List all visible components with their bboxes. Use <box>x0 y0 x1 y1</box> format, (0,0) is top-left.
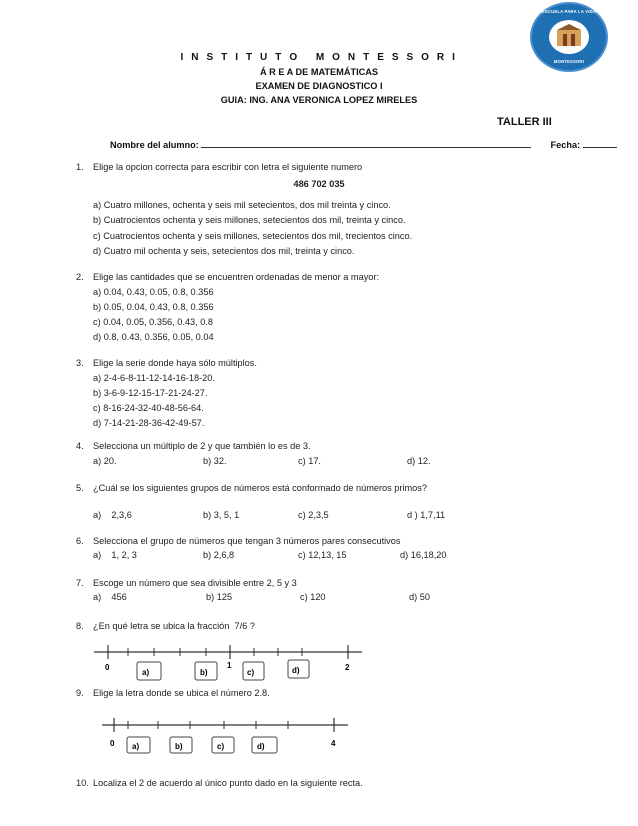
option-c[interactable]: c) 17. <box>298 456 321 466</box>
question-10 <box>76 778 363 788</box>
option-c[interactable]: c) 0.04, 0.05, 0.356, 0.43, 0.8 <box>93 317 214 327</box>
option-c[interactable]: c) 12,13, 15 <box>298 550 347 560</box>
question-number: 8. <box>76 621 84 631</box>
option-b[interactable]: b) 2,6,8 <box>203 550 235 560</box>
question-text: Localiza el 2 de acuerdo al único punto dado en la siguiente recta. <box>93 778 363 788</box>
question-4 <box>76 441 311 451</box>
option-d[interactable]: d) 0.8, 0.43, 0.356, 0.05, 0.04 <box>93 332 214 342</box>
question-7 <box>76 578 297 588</box>
option-a[interactable]: a) 456 <box>93 592 127 602</box>
option-b[interactable]: b) 3-6-9-12-15-17-21-24-27. <box>93 388 208 398</box>
option-b[interactable]: b) Cuatrocientos ochenta y seis millones, setecientos dos mil, treinta y cinco. <box>93 215 406 225</box>
question-3 <box>76 358 257 368</box>
box-label-b: b) <box>175 742 183 751</box>
question-text: Elige la opcion correcta para escribir con letra el siguiente numero <box>93 162 363 172</box>
option-b[interactable]: b) 0.05, 0.04, 0.43, 0.8, 0.356 <box>93 302 214 312</box>
question-text: ¿En qué letra se ubica la fracción 7/6 ? <box>93 621 255 631</box>
question-6 <box>76 536 400 546</box>
tick-label-2: 2 <box>345 663 350 672</box>
question-text: Selecciona un múltiplo de 2 y que también lo es de 3. <box>93 441 311 451</box>
option-c[interactable]: c) 2,3,5 <box>298 510 329 520</box>
question-number: 1. <box>76 162 84 172</box>
option-b[interactable]: b) 32. <box>203 456 227 466</box>
question-number: 2. <box>76 272 84 282</box>
question-9 <box>76 688 270 698</box>
option-d[interactable]: d) Cuatro mil ochenta y seis, setecientos dos mil, treinta y cinco. <box>93 246 355 256</box>
option-a[interactable]: a) 1, 2, 3 <box>93 550 137 560</box>
option-b[interactable]: b) 125 <box>206 592 233 602</box>
option-d[interactable]: d) 12. <box>407 456 431 466</box>
tick-label-0: 0 <box>105 663 110 672</box>
student-info-row <box>110 139 617 150</box>
question-number: 5. <box>76 483 84 493</box>
institute-title: I N S T I T U T O M O N T E S S O R I <box>180 52 458 63</box>
question-2 <box>76 272 379 282</box>
taller-label: TALLER III <box>497 116 552 128</box>
box-label-c: c) <box>217 742 225 751</box>
logo-bottom-text: MONTESSORI <box>553 59 585 64</box>
option-d[interactable]: d ) 1,7,11 <box>407 510 446 520</box>
tick-label-4: 4 <box>331 739 336 748</box>
logo-emblem-icon <box>549 20 589 54</box>
question-number: 4. <box>76 441 84 451</box>
question-1 <box>76 162 362 172</box>
guide-title: GUIA: ING. ANA VERONICA LOPEZ MIRELES <box>220 95 418 105</box>
question-text: Elige la letra donde se ubica el número 2.8. <box>93 688 270 698</box>
highlight-number: 486 702 035 <box>293 179 345 189</box>
question-number: 3. <box>76 358 84 368</box>
question-5 <box>76 483 427 493</box>
area-title: Á R E A DE MATEMÁTICAS <box>259 67 379 77</box>
option-d[interactable]: d) 7-14-21-28-36-42-49-57. <box>93 418 205 428</box>
question-number: 10. <box>76 778 89 788</box>
question-text: ¿Cuál se los siguientes grupos de números está conformado de números primos? <box>93 483 427 493</box>
option-c[interactable]: c) 120 <box>300 592 326 602</box>
question-number: 6. <box>76 536 84 546</box>
option-a[interactable]: a) 20. <box>93 456 117 466</box>
option-c[interactable]: c) Cuatrocientos ochenta y seis millones, setecientos dos mil, trecientos cinco. <box>93 231 413 241</box>
option-a[interactable]: a) Cuatro millones, ochenta y seis mil setecientos, dos mil treinta y cinco. <box>93 200 391 210</box>
box-label-a: a) <box>132 742 140 751</box>
box-label-a: a) <box>142 668 150 677</box>
option-d[interactable]: d) 50 <box>409 592 430 602</box>
question-number: 7. <box>76 578 84 588</box>
question-text: Elige las cantidades que se encuentren ordenadas de menor a mayor: <box>93 272 380 282</box>
question-text: Selecciona el grupo de números que tengan 3 números pares consecutivos <box>93 536 401 546</box>
option-a[interactable]: a) 2-4-6-8-11-12-14-16-18-20. <box>93 373 215 383</box>
option-b[interactable]: b) 3, 5, 1 <box>203 510 240 520</box>
name-label: Nombre del alumno: <box>110 140 199 150</box>
box-label-c: c) <box>247 668 255 677</box>
question-text: Elige la serie donde haya sólo múltiplos. <box>93 358 257 368</box>
option-d[interactable]: d) 16,18,20 <box>400 550 447 560</box>
date-input-line[interactable] <box>583 139 617 148</box>
question-text: Escoge un número que sea divisible entre 2, 5 y 3 <box>93 578 297 588</box>
option-a[interactable]: a) 0.04, 0.43, 0.05, 0.8, 0.356 <box>93 287 214 297</box>
tick-label-1: 1 <box>227 661 232 670</box>
box-label-d: d) <box>257 742 265 751</box>
logo-top-text: ESCUELA PARA LA VIDA <box>541 9 597 14</box>
date-label: Fecha: <box>550 140 581 150</box>
number-line-q9 <box>98 715 358 760</box>
question-number: 9. <box>76 688 84 698</box>
tick-label-0: 0 <box>110 739 115 748</box>
question-8 <box>76 621 255 631</box>
box-label-b: b) <box>200 668 208 677</box>
number-line-q8 <box>90 640 370 685</box>
option-c[interactable]: c) 8-16-24-32-40-48-56-64. <box>93 403 204 413</box>
box-label-d: d) <box>292 666 300 675</box>
exam-title: EXAMEN DE DIAGNOSTICO I <box>255 81 383 91</box>
option-a[interactable]: a) 2,3,6 <box>93 510 132 520</box>
name-input-line[interactable] <box>201 139 531 148</box>
